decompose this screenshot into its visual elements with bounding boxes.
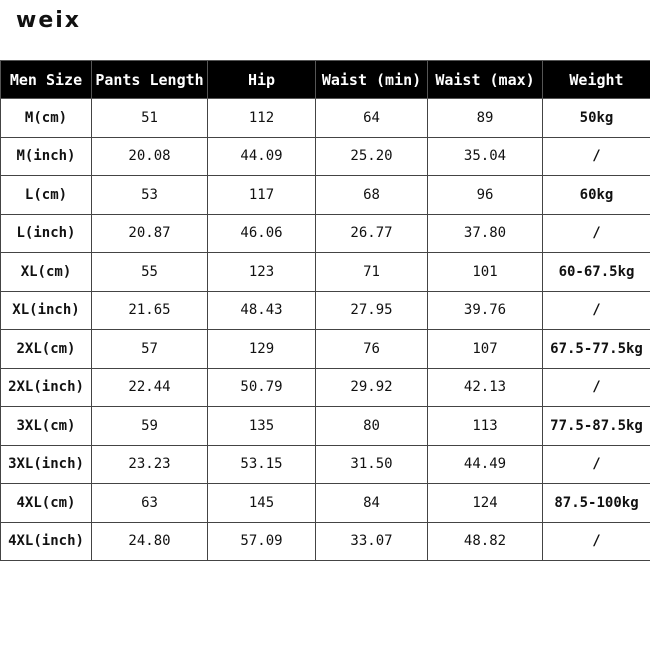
cell-pants-length: 20.87	[92, 214, 208, 253]
cell-waist-min: 31.50	[316, 445, 428, 484]
cell-waist-min: 80	[316, 407, 428, 446]
table-row	[1, 137, 650, 176]
cell-size: 4XL(cm)	[1, 484, 92, 523]
cell-pants-length: 59	[92, 407, 208, 446]
cell-waist-max: 124	[428, 484, 543, 523]
header-pants-length: Pants Length	[92, 61, 208, 99]
cell-waist-max: 113	[428, 407, 543, 446]
cell-size: M(cm)	[1, 99, 92, 138]
cell-waist-min: 26.77	[316, 214, 428, 253]
cell-waist-max: 39.76	[428, 291, 543, 330]
cell-size: 3XL(inch)	[1, 445, 92, 484]
cell-weight: 50kg	[543, 99, 650, 138]
cell-pants-length: 23.23	[92, 445, 208, 484]
cell-weight: /	[543, 522, 650, 561]
header-hip: Hip	[208, 61, 316, 99]
cell-waist-max: 35.04	[428, 137, 543, 176]
cell-hip: 46.06	[208, 214, 316, 253]
cell-weight: 60-67.5kg	[543, 253, 650, 292]
cell-waist-max: 107	[428, 330, 543, 369]
cell-hip: 123	[208, 253, 316, 292]
cell-weight: 67.5-77.5kg	[543, 330, 650, 369]
table-row	[1, 330, 650, 369]
table-row	[1, 176, 650, 215]
cell-waist-min: 68	[316, 176, 428, 215]
cell-pants-length: 24.80	[92, 522, 208, 561]
table-row	[1, 407, 650, 446]
cell-size: XL(cm)	[1, 253, 92, 292]
cell-pants-length: 55	[92, 253, 208, 292]
cell-hip: 57.09	[208, 522, 316, 561]
cell-size: 4XL(inch)	[1, 522, 92, 561]
cell-size: 3XL(cm)	[1, 407, 92, 446]
cell-hip: 117	[208, 176, 316, 215]
cell-hip: 53.15	[208, 445, 316, 484]
cell-hip: 129	[208, 330, 316, 369]
cell-waist-max: 44.49	[428, 445, 543, 484]
cell-pants-length: 22.44	[92, 368, 208, 407]
table-row	[1, 291, 650, 330]
table-row	[1, 214, 650, 253]
cell-pants-length: 20.08	[92, 137, 208, 176]
cell-waist-min: 64	[316, 99, 428, 138]
cell-hip: 135	[208, 407, 316, 446]
cell-pants-length: 63	[92, 484, 208, 523]
table-row	[1, 368, 650, 407]
cell-size: 2XL(cm)	[1, 330, 92, 369]
cell-waist-min: 29.92	[316, 368, 428, 407]
cell-size: XL(inch)	[1, 291, 92, 330]
cell-weight: /	[543, 291, 650, 330]
cell-waist-min: 76	[316, 330, 428, 369]
cell-weight: 60kg	[543, 176, 650, 215]
cell-waist-min: 25.20	[316, 137, 428, 176]
table-row	[1, 99, 650, 138]
cell-hip: 112	[208, 99, 316, 138]
header-men-size: Men Size	[1, 61, 92, 99]
cell-waist-min: 71	[316, 253, 428, 292]
cell-weight: /	[543, 368, 650, 407]
cell-hip: 44.09	[208, 137, 316, 176]
cell-size: 2XL(inch)	[1, 368, 92, 407]
cell-weight: /	[543, 214, 650, 253]
cell-weight: 87.5-100kg	[543, 484, 650, 523]
table-row	[1, 253, 650, 292]
cell-hip: 50.79	[208, 368, 316, 407]
size-chart-body	[1, 99, 650, 561]
cell-waist-max: 37.80	[428, 214, 543, 253]
cell-pants-length: 57	[92, 330, 208, 369]
cell-waist-max: 89	[428, 99, 543, 138]
cell-waist-min: 33.07	[316, 522, 428, 561]
cell-waist-max: 101	[428, 253, 543, 292]
table-row	[1, 445, 650, 484]
cell-weight: /	[543, 445, 650, 484]
header-row	[1, 61, 650, 99]
cell-hip: 145	[208, 484, 316, 523]
cell-hip: 48.43	[208, 291, 316, 330]
cell-waist-min: 27.95	[316, 291, 428, 330]
cell-weight: 77.5-87.5kg	[543, 407, 650, 446]
size-chart-table	[0, 60, 650, 561]
cell-pants-length: 51	[92, 99, 208, 138]
table-row	[1, 484, 650, 523]
header-waist-max: Waist (max)	[428, 61, 543, 99]
cell-waist-max: 42.13	[428, 368, 543, 407]
cell-size: L(cm)	[1, 176, 92, 215]
cell-waist-max: 96	[428, 176, 543, 215]
cell-size: L(inch)	[1, 214, 92, 253]
header-weight: Weight	[543, 61, 650, 99]
cell-weight: /	[543, 137, 650, 176]
cell-size: M(inch)	[1, 137, 92, 176]
cell-pants-length: 53	[92, 176, 208, 215]
header-waist-min: Waist (min)	[316, 61, 428, 99]
cell-pants-length: 21.65	[92, 291, 208, 330]
cell-waist-max: 48.82	[428, 522, 543, 561]
table-row	[1, 522, 650, 561]
brand-logo-text: weix	[16, 8, 81, 33]
size-chart-header	[1, 61, 650, 99]
cell-waist-min: 84	[316, 484, 428, 523]
